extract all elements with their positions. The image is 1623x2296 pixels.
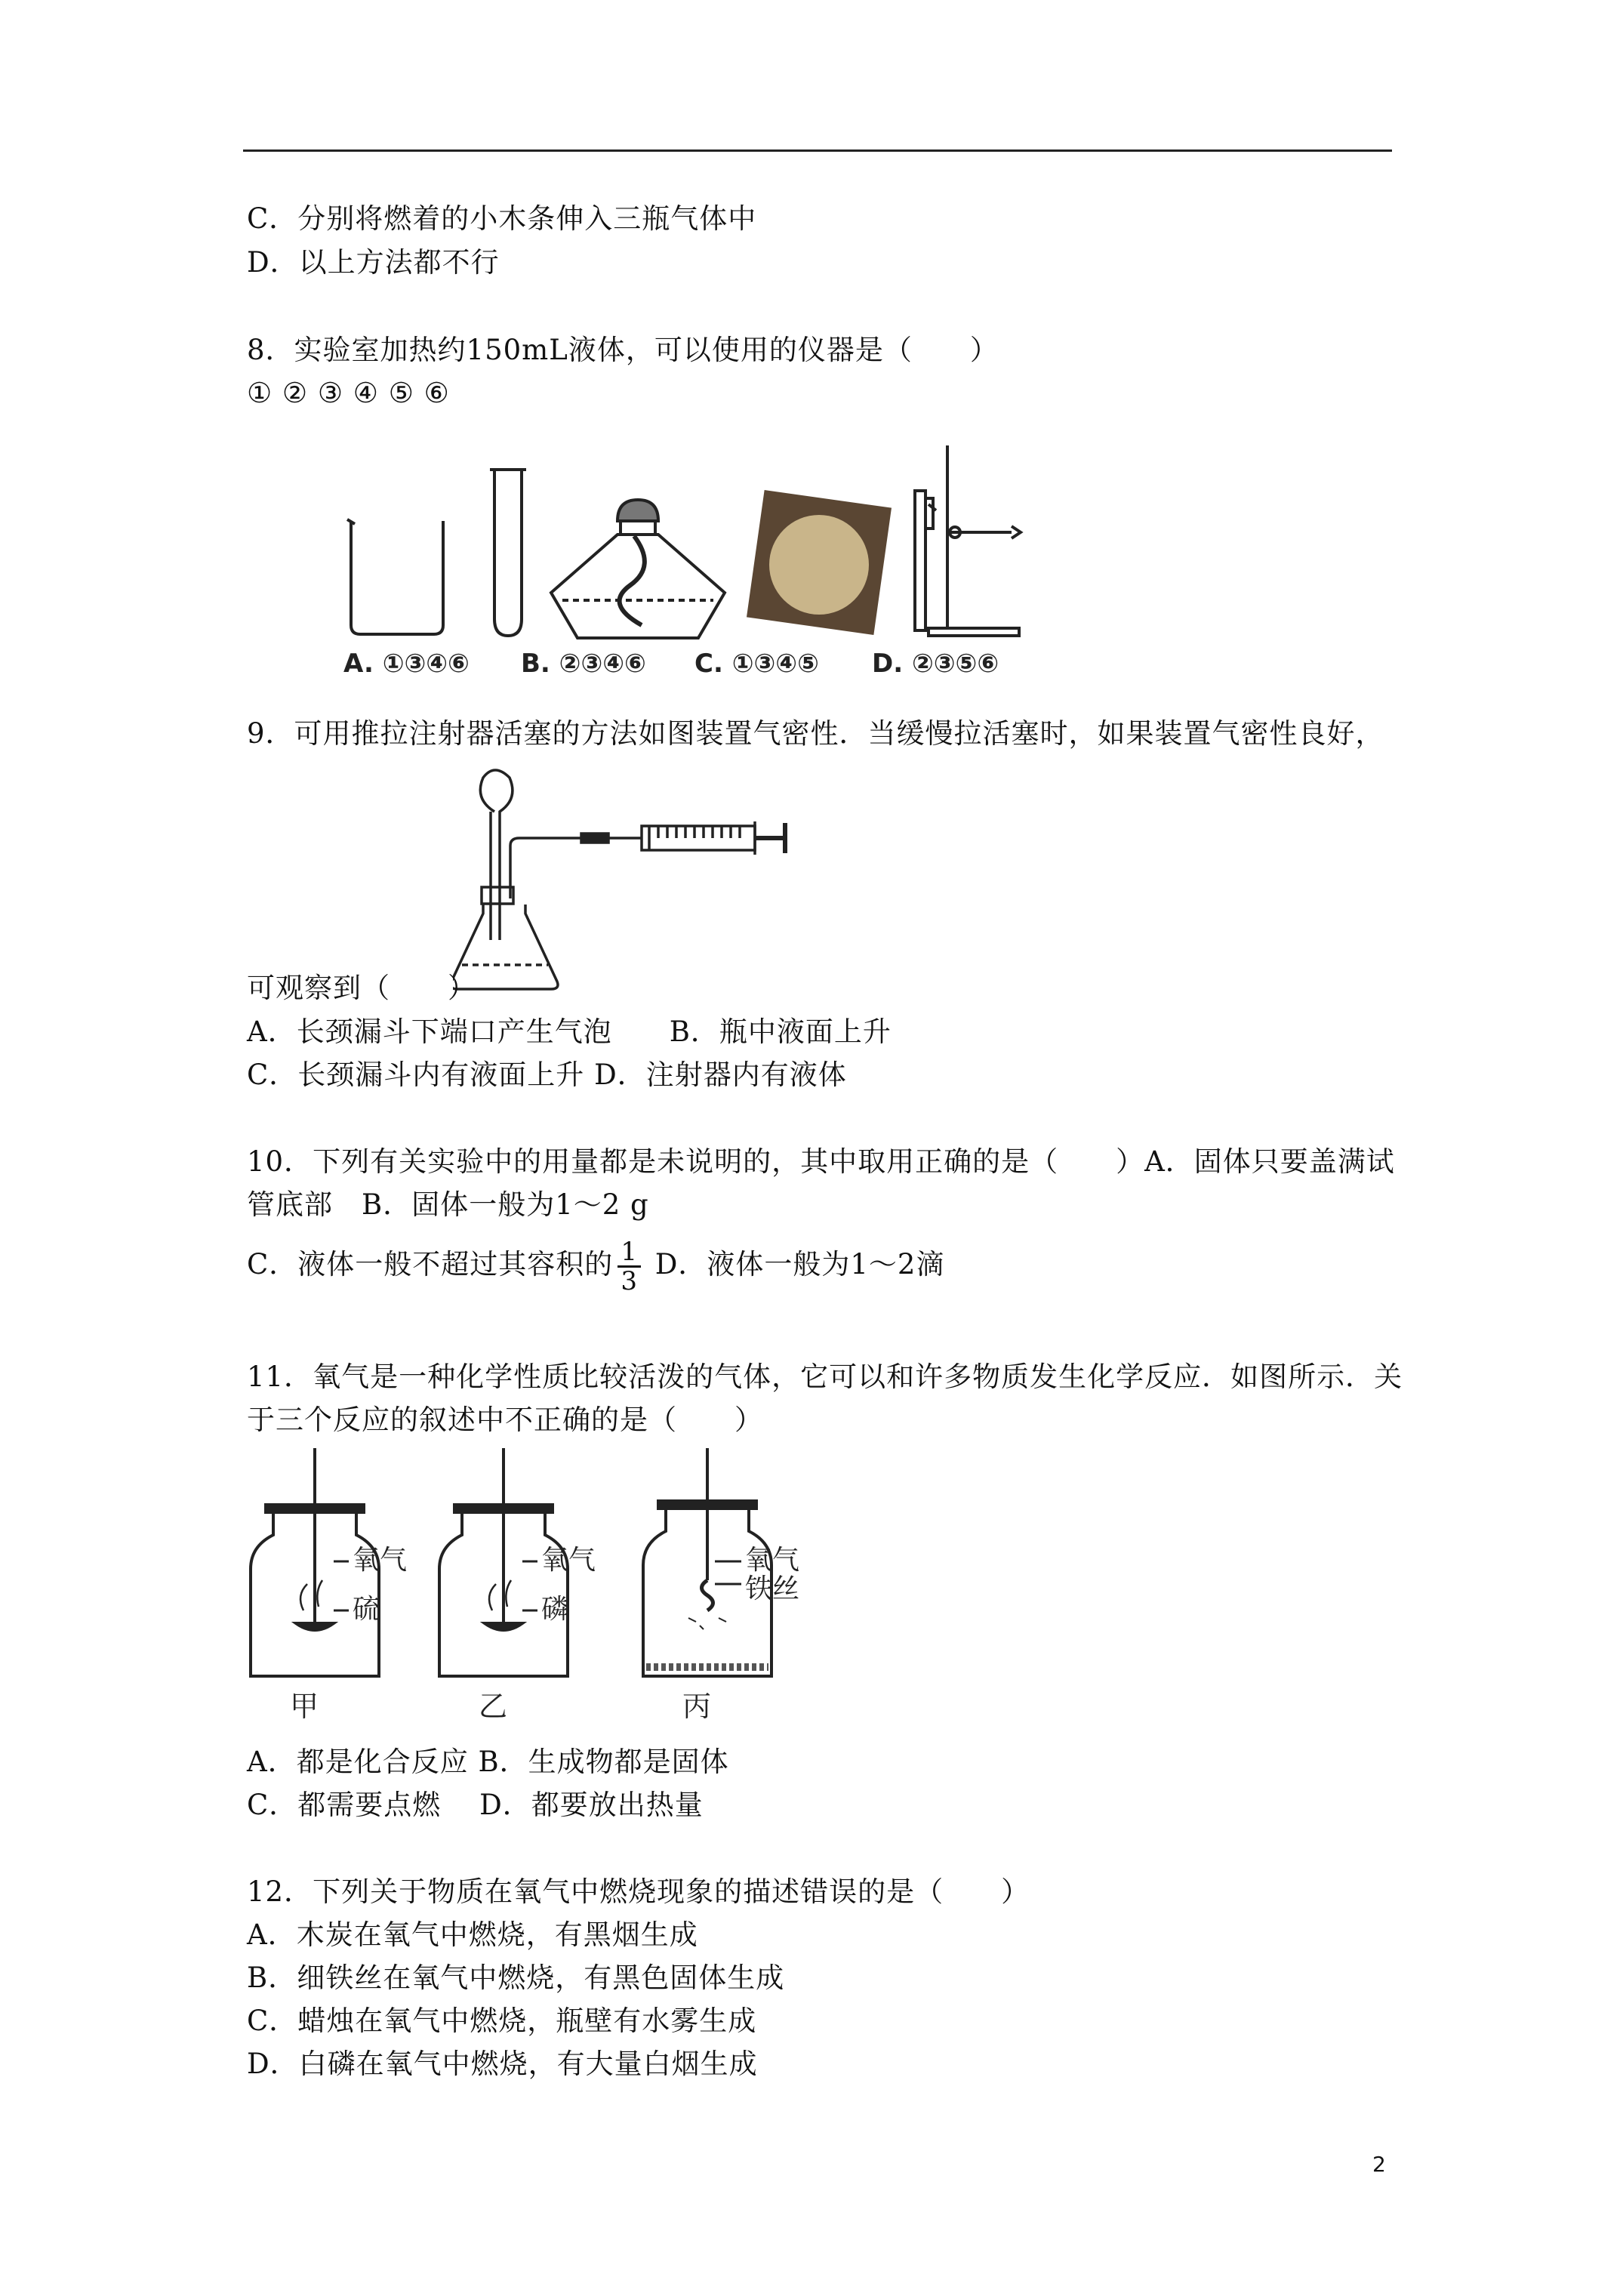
q10-option-c: C．液体一般不超过其容积的	[247, 1248, 614, 1281]
asbestos-gauze-icon	[747, 490, 892, 635]
q12-stem: 12．下列关于物质在氧气中燃烧现象的描述错误的是（ ）	[247, 1875, 1030, 1908]
beaker-icon	[347, 519, 443, 634]
test-tube-icon	[490, 470, 526, 636]
q10-options-cd	[247, 1238, 944, 1295]
q9-stem-continued: 可观察到（ ）	[247, 972, 476, 1004]
q10-option-d: D．液体一般为1～2滴	[654, 1248, 945, 1281]
q8-items: ① ② ③ ④ ⑤ ⑥	[247, 377, 450, 409]
q9-airtightness-apparatus-figure	[453, 755, 815, 997]
long-neck-funnel-icon	[480, 770, 513, 940]
q11-options-ab: A．都是化合反应 B．生成物都是固体	[247, 1746, 729, 1778]
q12-option-c: C．蜡烛在氧气中燃烧，瓶壁有水雾生成	[247, 2005, 757, 2037]
jar-labels	[290, 1545, 799, 1723]
fraction-one-third: $\frac{1}{3}$	[617, 1238, 641, 1295]
test-tube-clamp-icon	[915, 491, 936, 630]
q10-stem-continued: 管底部 B．固体一般为1～2 g	[247, 1188, 649, 1221]
q8-choice-c: C. ①③④⑤	[694, 649, 819, 679]
q9-options-cd: C．长颈漏斗内有液面上升 D．注射器内有液体	[247, 1059, 847, 1091]
q11-stem-continued: 于三个反应的叙述中不正确的是（ ）	[247, 1404, 763, 1436]
syringe-icon	[642, 821, 785, 855]
header-rule	[243, 149, 1392, 152]
iron-stand-icon	[929, 445, 1021, 636]
alcohol-lamp-icon	[551, 500, 725, 638]
q11-options-cd: C．都需要点燃 D．都要放出热量	[247, 1789, 704, 1821]
q7-option-c: C．分别将燃着的小木条伸入三瓶气体中	[247, 202, 757, 235]
jar-3-substance-label: 铁丝	[745, 1573, 800, 1604]
q8-instruments-figure	[332, 430, 1057, 687]
q9-stem: 9．可用推拉注射器活塞的方法如图装置气密性．当缓慢拉活塞时，如果装置气密性良好，	[247, 717, 1384, 750]
jar-1-gas-label: 氧气	[353, 1545, 408, 1576]
jar-2-substance-label: 磷	[541, 1594, 569, 1625]
q8-choice-labels	[343, 649, 999, 679]
q12-option-a: A．木炭在氧气中燃烧，有黑烟生成	[247, 1918, 698, 1951]
q12-option-d: D．白磷在氧气中燃烧，有大量白烟生成	[247, 2048, 758, 2080]
q8-stem: 8．实验室加热约150mL液体，可以使用的仪器是（ ）	[247, 334, 999, 366]
q12-option-b: B．细铁丝在氧气中燃烧，有黑色固体生成	[247, 1962, 785, 1994]
q11-stem: 11．氧气是一种化学性质比较活泼的气体，它可以和许多物质发生化学反应．如图所示．关	[247, 1361, 1403, 1393]
q11-combustion-jars-figure	[243, 1448, 862, 1735]
jar-2-gas-label: 氧气	[541, 1545, 596, 1576]
q9-options-ab: A．长颈漏斗下端口产生气泡 B．瓶中液面上升	[247, 1015, 892, 1048]
jar-3-gas-label: 氧气	[745, 1545, 800, 1576]
q8-choice-a: A. ①③④⑥	[343, 649, 470, 679]
jar-1-substance-label: 硫	[353, 1594, 380, 1625]
q7-option-d: D．以上方法都不行	[247, 246, 500, 279]
rubber-stopper-icon	[482, 887, 513, 904]
q8-choice-d: D. ②③⑤⑥	[872, 649, 999, 679]
jar-3-name-label: 丙	[682, 1690, 712, 1723]
jar-2-name-label: 乙	[479, 1690, 508, 1723]
page-number: 2	[1372, 2152, 1386, 2177]
q10-stem: 10．下列有关实验中的用量都是未说明的，其中取用正确的是（ ）A．固体只要盖满试	[247, 1145, 1395, 1178]
q8-choice-b: B. ②③④⑥	[521, 649, 646, 679]
jar-1-name-label: 甲	[290, 1690, 319, 1723]
